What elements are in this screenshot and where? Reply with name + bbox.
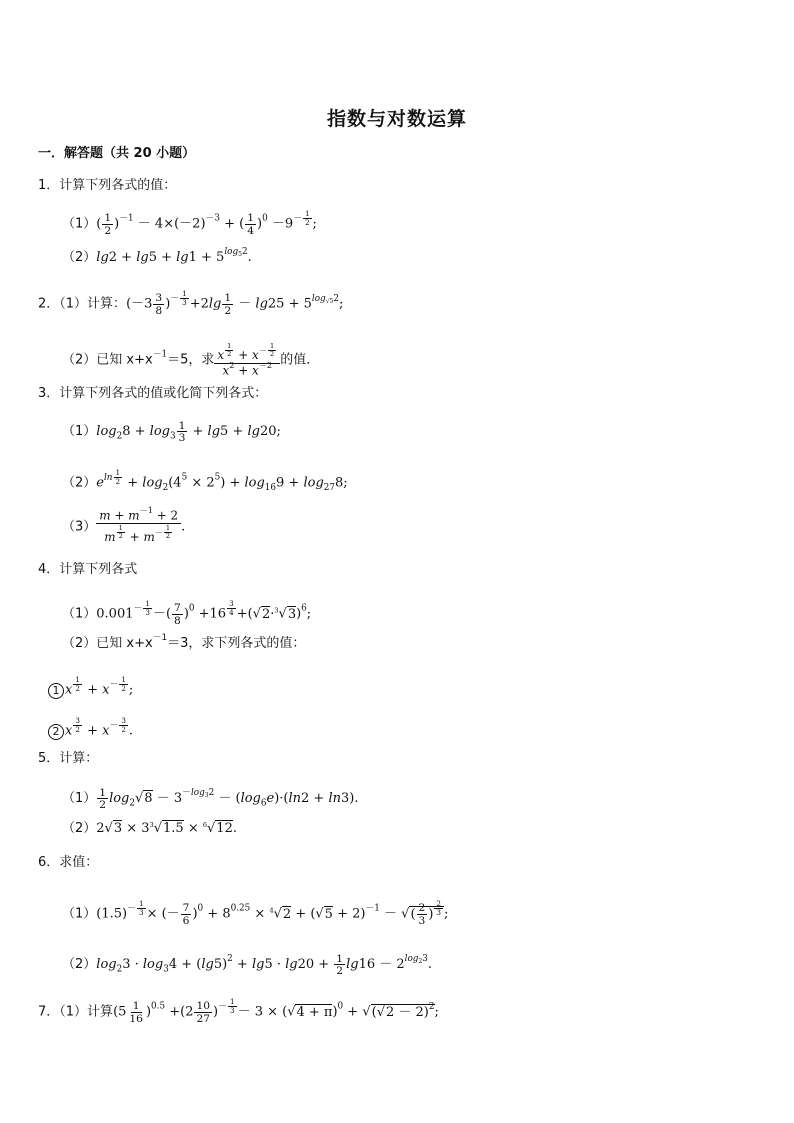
problem-text: 求值： [59, 855, 99, 870]
part-label: （2） [62, 957, 97, 973]
problem-text: 计算下列各式的值或化简下列各式： [59, 386, 268, 401]
part-label: （3） [62, 519, 97, 535]
part-label: （1） [62, 606, 97, 622]
part-text: 的值． [280, 352, 320, 368]
part-label: （1） [62, 791, 97, 807]
problem-number: 2． [38, 296, 60, 312]
problem-5-heading [38, 752, 98, 765]
problem-2-part-2: （2）已知 $x+x^{-1}=5$，求 x $^{\frac{1}{2}}$ + $x^{- \frac{1}{2}}$ $x^2 + x^{-2}$ 的值． [62, 342, 320, 378]
circled-number: 2 [48, 724, 64, 740]
problem-4-item-2: 2 x $^{\frac{3}{2}}$ + $x^{- \frac{3}{2}}$ . [48, 717, 133, 740]
part-text: （2）已知 x+x [62, 352, 153, 368]
part-label: （2） [62, 250, 97, 265]
problem-1-heading [38, 179, 176, 192]
problem-7-part-1: 7．（1）计算(5 $\frac{1}{16}$ )$^{0.5}$ +(2 $\frac{10}{27}$ )$^{- \frac{1}{3}}$ － $3 \times (√4 + \pi)^0 + √(√2 - 2)^2$; [38, 997, 439, 1025]
problem-number: 3． [38, 386, 60, 401]
part-label: （2） [62, 821, 97, 836]
problem-6-part-1: $(1)(1.5)^{- \frac{1}{3}}$ × (－ $\frac{7}{6}$ )$^0 + 8^{0.25} \times ^4√2 + (√5 + 2)^{-1}$ － √( $\frac{2}{3}$ ) $^{\frac{2}{3}}$ ; [62, 899, 449, 927]
exponent: －1 [152, 349, 168, 360]
problem-6-part-2: $(2)\log_23 \cdot \log_34 + (\lg 5)^2 + \lg 5 \cdot \lg 20$ + $\frac{1}{2}$ $\lg 16 - 2^{log_23}$. [62, 952, 433, 978]
part-label: （2） [62, 475, 97, 491]
problem-3-part-3: （3） $m + m^{-1} + 2$ m $^{\frac{1}{2}}$ + $m^{- \frac{1}{2}}$ . [62, 505, 186, 545]
part-label: （1） [62, 424, 97, 440]
problem-number: 5． [38, 751, 60, 766]
problem-3-part-1: $(1)\log_28 + \log_3$ $\frac{1}{3}$ + lg5 + lg20; [62, 419, 281, 445]
part-label: （1） [62, 216, 97, 232]
part-text: （2）已知 x+x [62, 636, 153, 651]
problem-number: 4． [38, 562, 60, 577]
problem-3-heading [38, 387, 267, 400]
problem-number: 7． [38, 1004, 60, 1020]
problem-4-heading [38, 563, 137, 576]
problem-2-part-1: 2．（1）计算：(－3 $\frac{3}{8}$ )$^{- \frac{1}{3}}$ +2lg $\frac{1}{2}$ － $\lg 25 + 5^{log_{√5}2}$; [38, 289, 344, 317]
problem-4-part-1: $(1)0.001^{- \frac{1}{3}}$ －( $\frac{7}{8}$ )$^0$ +16 $^{\frac{3}{4}}$ $+(√2\cdot^3√3)^6$; [62, 599, 312, 627]
part-label: （1）计算： [59, 296, 127, 312]
circled-number: 1 [48, 683, 64, 699]
part-text: ＝3，求下列各式的值： [167, 636, 306, 651]
part-label: （1）计算 [59, 1004, 114, 1020]
problem-text: 计算： [59, 751, 99, 766]
page-title: 指数与对数运算 [326, 108, 467, 130]
problem-number: 1． [38, 178, 60, 193]
problem-text: 计算下列各式 [59, 562, 138, 577]
problem-5-part-1: （1） $\frac{1}{2}$ $\log_2√8 - 3^{-log_32} - (\log_6e)\cdot(\ln 2 + \ln 3)$. [62, 786, 359, 812]
problem-text: 计算下列各式的值： [59, 178, 177, 193]
part-label: （1） [62, 906, 97, 922]
problem-4-part-2 [62, 632, 306, 651]
problem-number: 6． [38, 855, 60, 870]
problem-1-part-2: $(2)\lg 2 + \lg 5 + \lg 1 + 5^{log_52}$. [62, 246, 252, 265]
problem-5-part-2: $(2)2√3 \times 3^3√1.5 \times ^6√12$. [62, 820, 237, 836]
section-heading: 一．解答题（共 20 小题） [38, 146, 196, 161]
problem-1-part-1: （1）( $\frac{1}{2}$ )$^{-1} - 4\times(-2)^{-3}$ + ( $\frac{1}{4}$ )$^0 -9^{- \frac{1}{2}}$ ; [62, 209, 317, 237]
problem-6-heading [38, 856, 98, 869]
exponent: －1 [152, 632, 168, 643]
problem-4-item-1: 1 x $^{\frac{1}{2}}$ + $x^{- \frac{1}{2}}$ ; [48, 676, 133, 699]
part-text: ＝5，求 [167, 352, 215, 368]
problem-3-part-2: $(2)e^{ln \frac{1}{2}}$ + $\log_2(4^5 \times 2^5) + \log_{16}9 + \log_{27}8$; [62, 468, 348, 493]
